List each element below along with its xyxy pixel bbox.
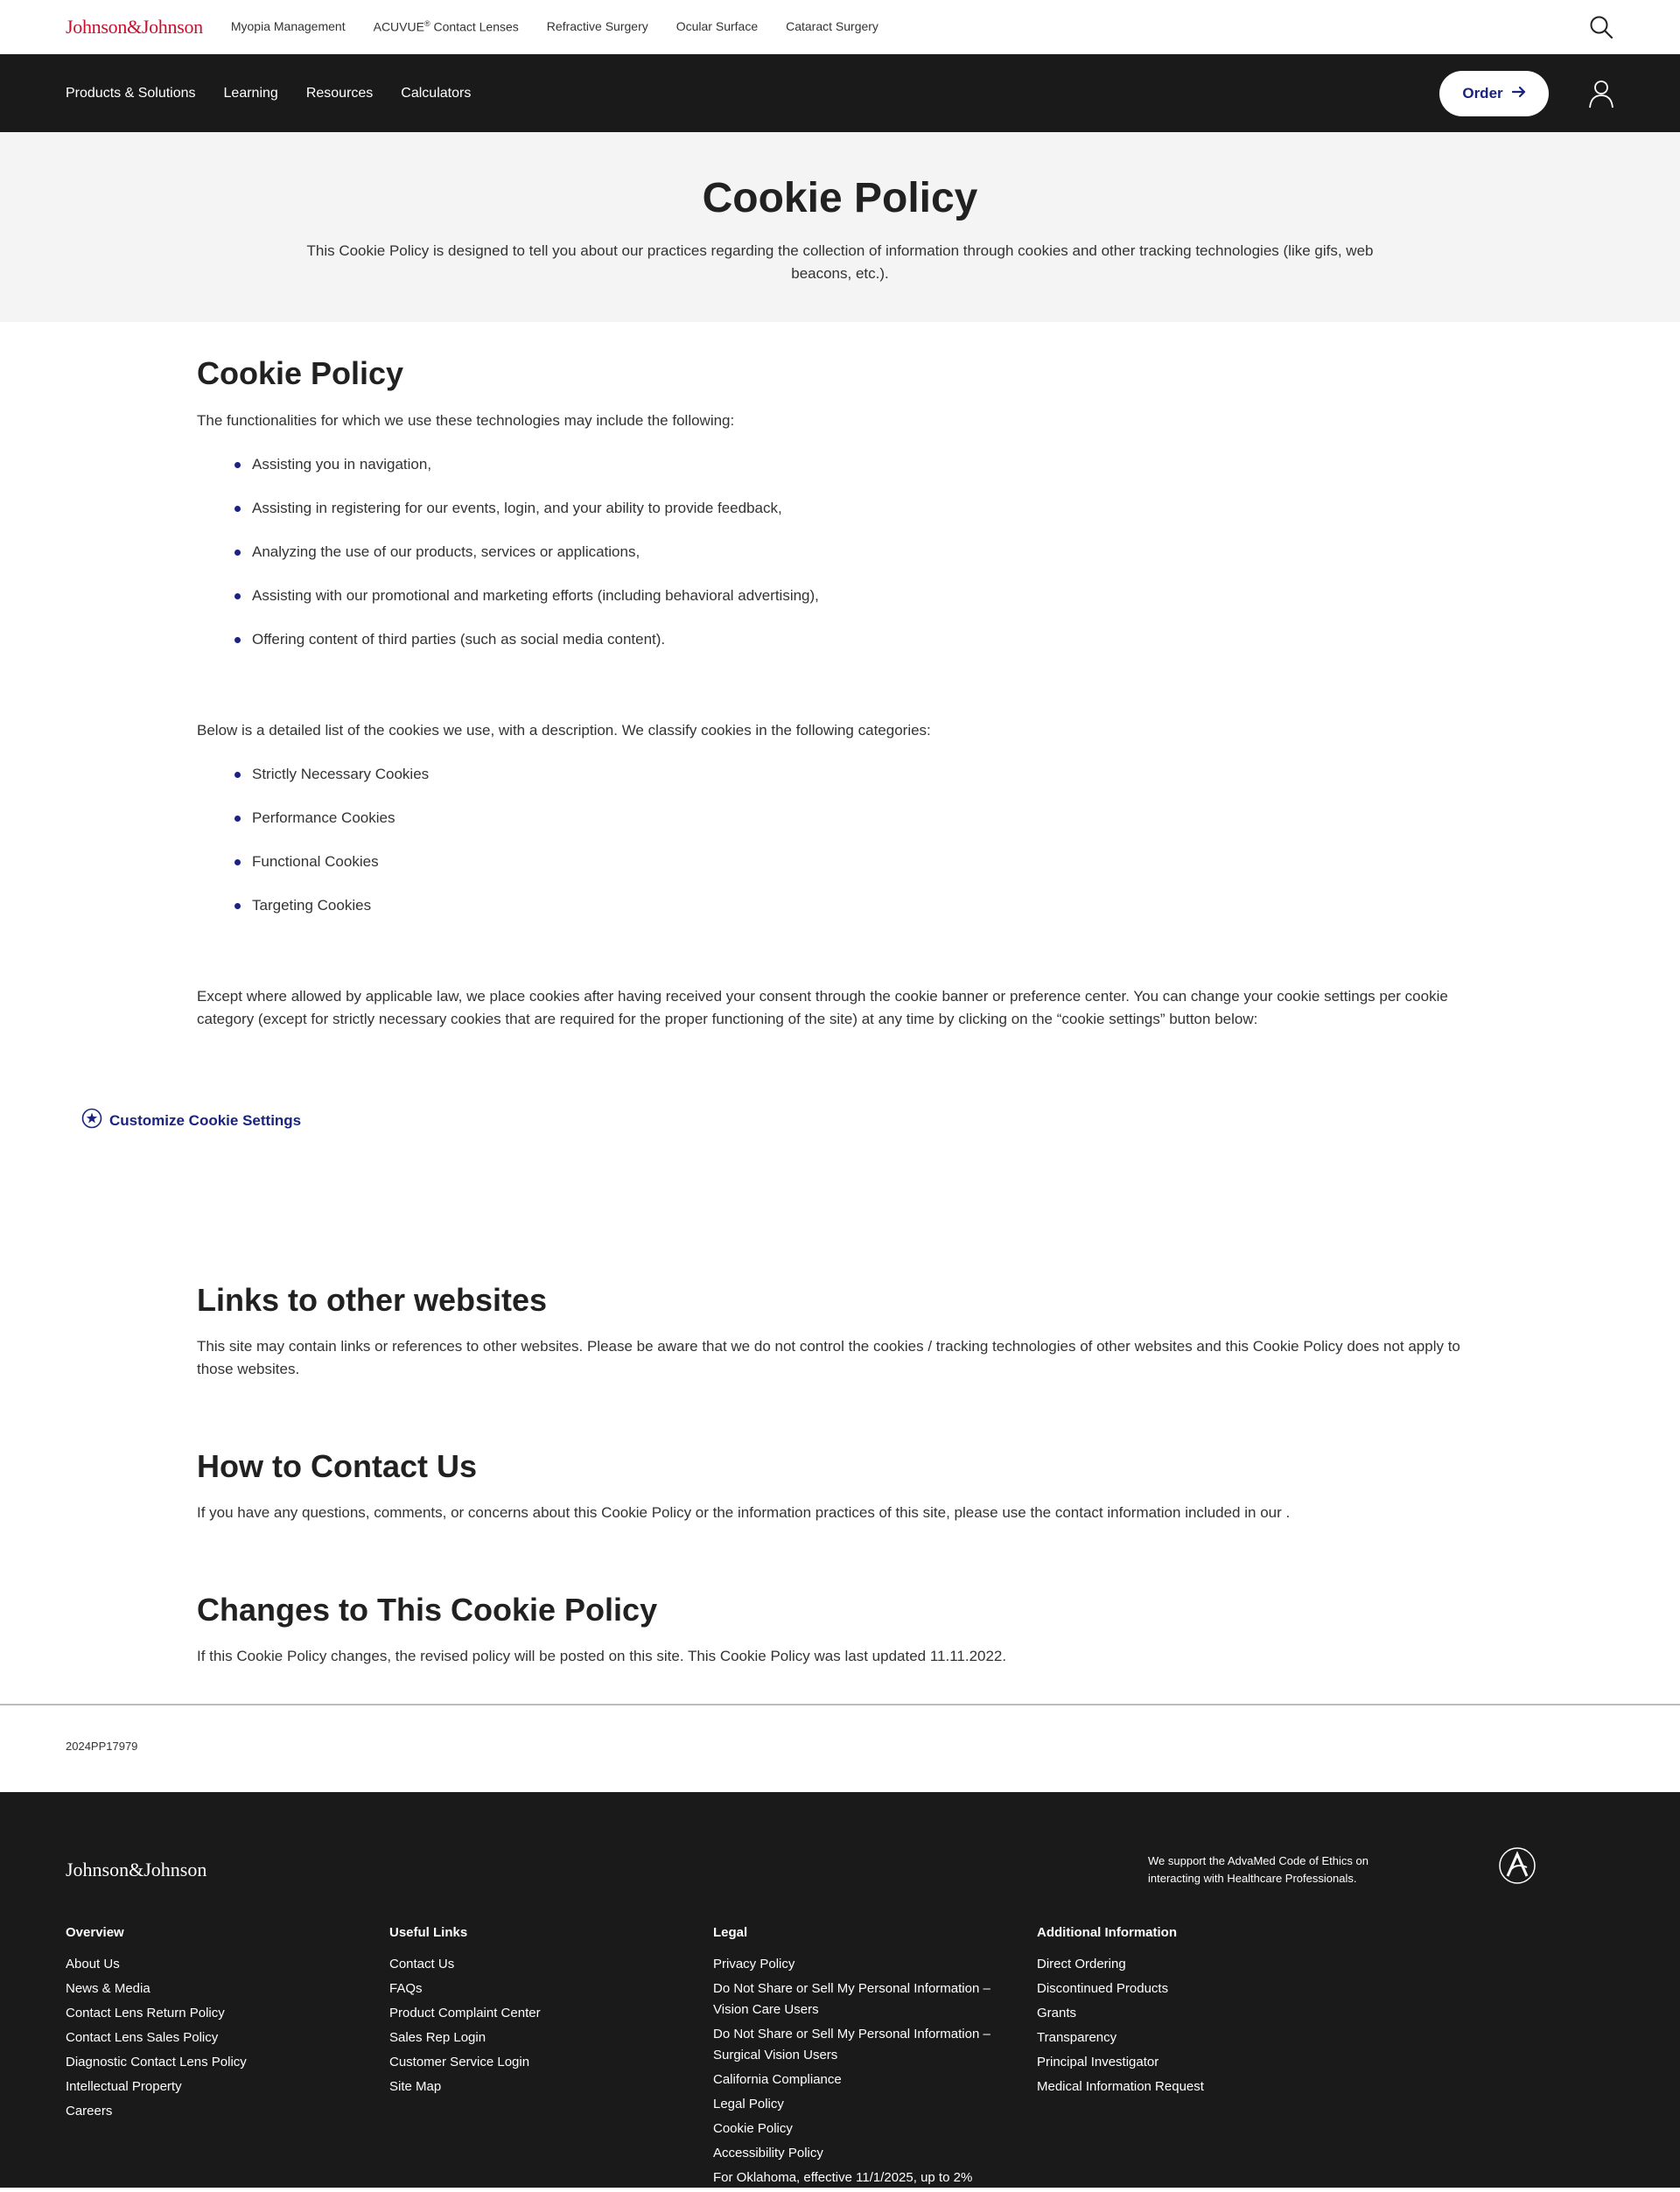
page-title: Cookie Policy <box>702 175 978 221</box>
footer-link[interactable]: Sales Rep Login <box>389 2030 486 2045</box>
footer-column-title: Useful Links <box>389 1925 468 1940</box>
footer-link[interactable]: Do Not Share or Sell My Personal Information – Vision Care Users <box>713 1981 990 2017</box>
functionalities-intro: The functionalities for which we use these technologies may include the following: <box>197 412 735 429</box>
footer-link[interactable]: Legal Policy <box>713 2097 784 2111</box>
footer-link[interactable]: Grants <box>1037 2006 1077 2020</box>
footer-link[interactable]: Cookie Policy <box>713 2121 793 2136</box>
customize-cookie-settings-button[interactable] <box>81 1108 301 1133</box>
advamed-statement: We support the AdvaMed Code of Ethics on interacting with Healthcare Professionals. <box>1148 1854 1368 1885</box>
footer-link[interactable]: FAQs <box>389 1981 423 1996</box>
nav-refractive-surgery[interactable]: Refractive Surgery <box>546 19 648 34</box>
links-text: This site may contain links or references to other websites. Please be aware that we do not control the cookies / tracking technologies of other websites and this Cookie Policy does not apply to those websites. <box>197 1338 1460 1377</box>
footer-link[interactable]: Do Not Share or Sell My Personal Information – Surgical Vision Users <box>713 2027 990 2062</box>
nav-contact-lenses-label: Contact Lenses <box>433 19 519 34</box>
content-divider <box>0 1704 1680 1705</box>
footer-link[interactable]: Diagnostic Contact Lens Policy <box>66 2055 247 2069</box>
registered-mark: ® <box>424 19 430 29</box>
footer-link[interactable]: Privacy Policy <box>713 1957 795 1971</box>
nav-cataract-surgery[interactable]: Cataract Surgery <box>786 19 878 34</box>
footer-link[interactable]: Product Complaint Center <box>389 2006 541 2020</box>
consent-text: Except where allowed by applicable law, we place cookies after having received your consent through the cookie banner or preference center. You can change your cookie settings per cookie category (except for strictly necessary cookies that are required for the proper functioning of the site) at any time by clicking on the “cookie settings” button below: <box>197 988 1448 1027</box>
nav-products-solutions[interactable]: Products & Solutions <box>66 85 196 101</box>
order-button[interactable] <box>1439 71 1549 116</box>
nav-acuvue-label: ACUVUE <box>373 19 424 34</box>
footer-link[interactable]: Principal Investigator <box>1037 2055 1159 2069</box>
list-item: Analyzing the use of our products, services or applications, <box>252 541 819 585</box>
contact-text: If you have any questions, comments, or concerns about this Cookie Policy or the information practices of this site, please use the contact information included in our . <box>197 1504 1291 1521</box>
footer-link[interactable]: Medical Information Request <box>1037 2079 1204 2094</box>
footer-link[interactable]: Discontinued Products <box>1037 1981 1169 1996</box>
nav-resources[interactable]: Resources <box>305 85 374 101</box>
footer-link[interactable]: Transparency <box>1037 2030 1117 2045</box>
section-heading-contact: How to Contact Us <box>197 1448 477 1484</box>
footer-link[interactable]: About Us <box>66 1957 120 1971</box>
footer-link[interactable]: Contact Lens Sales Policy <box>66 2030 219 2045</box>
search-icon[interactable] <box>1588 14 1614 40</box>
list-item: Strictly Necessary Cookies <box>252 763 429 807</box>
footer-link[interactable]: News & Media <box>66 1981 150 1996</box>
main-nav-links <box>66 86 471 102</box>
cookie-categories-list <box>197 763 429 938</box>
list-item: Assisting you in navigation, <box>252 453 819 497</box>
list-item: Offering content of third parties (such as social media content). <box>252 628 819 672</box>
list-item: Assisting with our promotional and marketing efforts (including behavioral advertising), <box>252 585 819 628</box>
footer-link[interactable]: Careers <box>66 2104 113 2118</box>
footer-column-useful-links <box>389 1925 678 2101</box>
list-item: Performance Cookies <box>252 807 429 851</box>
nav-learning[interactable]: Learning <box>223 85 278 101</box>
top-utility-nav <box>0 0 1680 54</box>
nav-ocular-surface[interactable]: Ocular Surface <box>676 19 759 34</box>
footer-link[interactable]: Contact Us <box>389 1957 455 1971</box>
footer-column-title: Additional Information <box>1037 1925 1177 1940</box>
cookie-settings-label: Customize Cookie Settings <box>109 1111 302 1129</box>
footer-link[interactable]: Customer Service Login <box>389 2055 530 2069</box>
functionalities-list <box>197 453 819 672</box>
footer-brand-logo[interactable]: Johnson&Johnson <box>66 1859 207 1880</box>
list-item: Targeting Cookies <box>252 894 429 938</box>
user-icon[interactable] <box>1588 79 1614 109</box>
categories-intro: Below is a detailed list of the cookies we use, with a description. We classify cookies in the following categories: <box>197 722 931 739</box>
specialty-nav <box>231 19 878 34</box>
footer-column-title: Legal <box>713 1925 748 1940</box>
footer-column-overview <box>66 1925 354 2125</box>
footer-link[interactable]: Accessibility Policy <box>713 2146 823 2160</box>
footer-link[interactable]: Site Map <box>389 2079 442 2094</box>
hero-banner <box>0 132 1680 322</box>
brand-logo[interactable]: Johnson&Johnson <box>66 15 203 38</box>
cookie-settings-icon <box>81 1108 102 1133</box>
footer-link[interactable]: California Compliance <box>713 2072 842 2087</box>
footer-column-additional-information <box>1037 1925 1326 2101</box>
list-item: Assisting in registering for our events, login, and your ability to provide feedback, <box>252 497 819 541</box>
policy-content <box>0 322 1680 1705</box>
changes-text: If this Cookie Policy changes, the revised policy will be posted on this site. This Cookie Policy was last updated 11.11.2022. <box>197 1648 1007 1664</box>
page-code: 2024PP17979 <box>66 1740 138 1753</box>
section-heading-changes: Changes to This Cookie Policy <box>197 1592 658 1628</box>
nav-calculators[interactable]: Calculators <box>401 85 472 101</box>
nav-myopia-management[interactable]: Myopia Management <box>230 19 346 34</box>
footer-column-legal <box>713 1925 1002 2192</box>
footer-column-title: Overview <box>66 1925 124 1940</box>
list-item: Functional Cookies <box>252 851 429 894</box>
footer-link[interactable]: Intellectual Property <box>66 2079 182 2094</box>
main-nav <box>0 54 1680 132</box>
footer-link[interactable]: For Oklahoma, effective 11/1/2025, up to 2% <box>713 2170 973 2185</box>
site-footer <box>0 1792 1680 2188</box>
footer-link[interactable]: Contact Lens Return Policy <box>66 2006 225 2020</box>
order-button-label: Order <box>1462 85 1503 102</box>
hero-intro: This Cookie Policy is designed to tell you about our practices regarding the collection of information through cookies and other tracking technologies (like gifs, web beacons, etc.). <box>306 242 1374 282</box>
advamed-logo-icon <box>1498 1846 1536 1885</box>
footer-link[interactable]: Direct Ordering <box>1037 1957 1126 1971</box>
section-heading-links: Links to other websites <box>197 1282 548 1318</box>
section-heading-cookie-policy: Cookie Policy <box>197 355 404 391</box>
nav-acuvue-contact-lenses[interactable] <box>374 19 519 34</box>
arrow-right-icon <box>1512 85 1526 102</box>
